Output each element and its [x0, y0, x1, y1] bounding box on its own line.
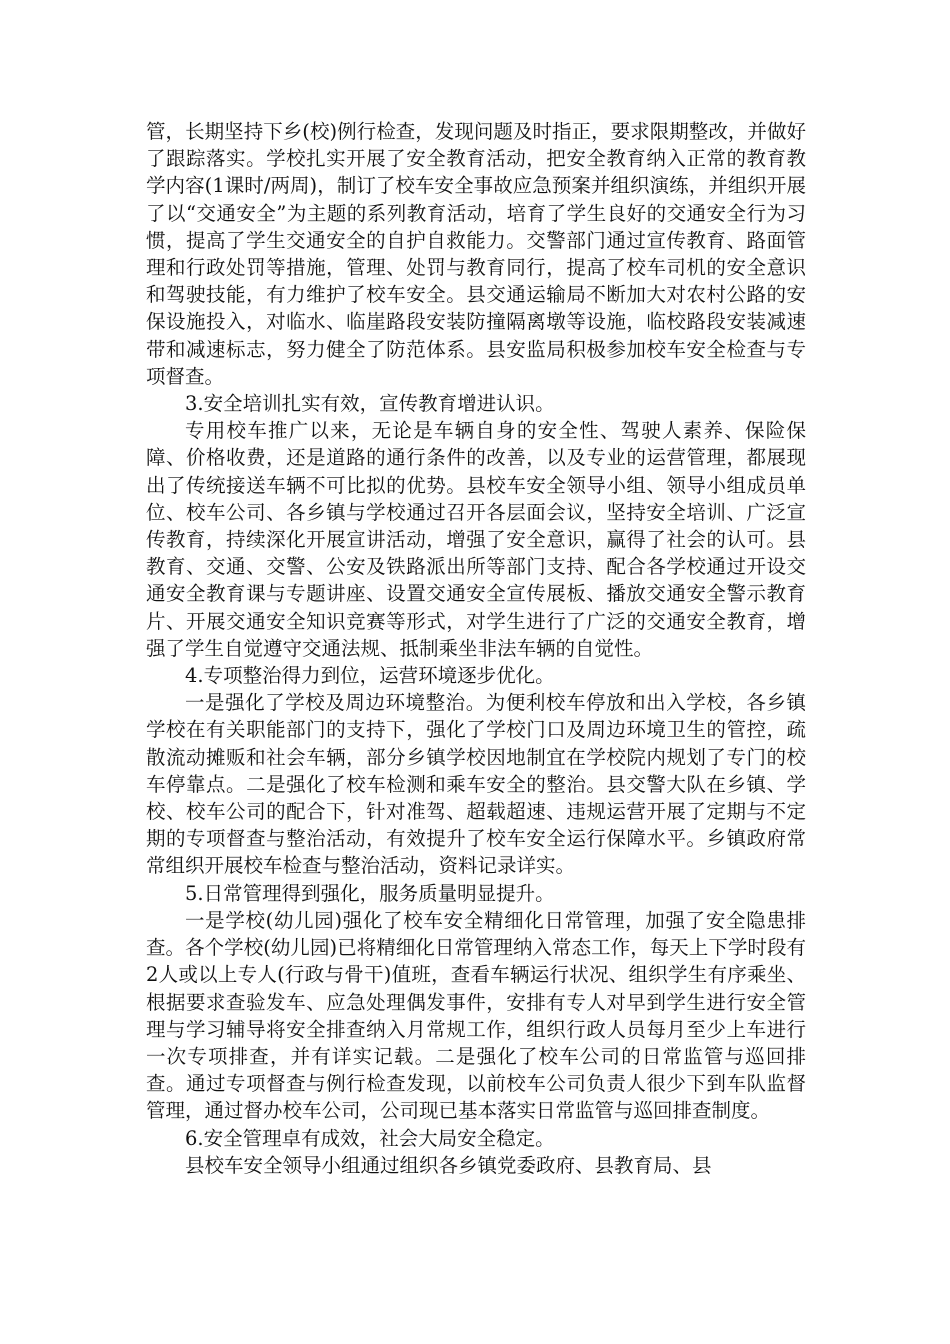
section-heading-6: 6.安全管理卓有成效，社会大局安全稳定。	[185, 1126, 555, 1150]
paragraph-body: 一是学校(幼儿园)强化了校车安全精细化日常管理，加强了安全隐患排查。各个学校(幼儿园)已将精细化日常管理纳入常态工作，每天上下学时段有2人或以上专人(行政与骨干)值班，查看车辆运行状况、组织学生有序乘坐、根据要求查验发车、应急处理偶发事件，安排有专人对早到学生进行安全管理与学习辅导将安全排查纳入月常规工作，组织行政人员每月至少上车进行一次专项排查，并有详实记载。二是强化了校车公司的日常监管与巡回排查。通过专项督查与例行检查发现，以前校车公司负责人很少下到车队监督管理，通过督办校车公司，公司现已基本落实日常监管与巡回排查制度。	[146, 908, 806, 1123]
section-heading-3: 3.安全培训扎实有效，宣传教育增进认识。	[185, 392, 555, 416]
paragraph-body: 县校车安全领导小组通过组织各乡镇党委政府、县教育局、县	[185, 1153, 712, 1177]
paragraph-body: 专用校车推广以来，无论是车辆自身的安全性、驾驶人素养、保险保障、价格收费，还是道路的通行条件的改善，以及专业的运营管理，都展现出了传统接送车辆不可比拟的优势。县校车安全领导小组、领导小组成员单位、校车公司、各乡镇与学校通过召开各层面会议，坚持安全培训、广泛宣传教育，持续深化开展宣讲活动，增强了安全意识，赢得了社会的认可。县教育、交通、交警、公安及铁路派出所等部门支持、配合各学校通过开设交通安全教育课与专题讲座、设置交通安全宣传展板、播放交通安全警示教育片、开展交通安全知识竞赛等形式，对学生进行了广泛的交通安全教育，增强了学生自觉遵守交通法规、抵制乘坐非法车辆的自觉性。	[146, 419, 806, 660]
section-heading-4: 4.专项整治得力到位，运营环境逐步优化。	[185, 664, 555, 688]
document-page	[146, 118, 806, 1179]
paragraph-continuation: 管，长期坚持下乡(校)例行检查，发现问题及时指正，要求限期整改，并做好了跟踪落实。学校扎实开展了安全教育活动，把安全教育纳入正常的教育教学内容(1课时/两周)，制订了校车安全事故应急预案并组织演练，并组织开展了以“交通安全”为主题的系列教育活动，培育了学生良好的交通安全行为习惯，提高了学生交通安全的自护自救能力。交警部门通过宣传教育、路面管理和行政处罚等措施，管理、处罚与教育同行，提高了校车司机的安全意识和驾驶技能，有力维护了校车安全。县交通运输局不断加大对农村公路的安保设施投入，对临水、临崖路段安装防撞隔离墩等设施，临校路段安装减速带和减速标志，努力健全了防范体系。县安监局积极参加校车安全检查与专项督查。	[146, 120, 806, 388]
section-heading-5: 5.日常管理得到强化，服务质量明显提升。	[185, 881, 555, 905]
paragraph-body: 一是强化了学校及周边环境整治。为便利校车停放和出入学校，各乡镇学校在有关职能部门的支持下，强化了学校门口及周边环境卫生的管控，疏散流动摊贩和社会车辆，部分乡镇学校因地制宜在学校院内规划了专门的校车停靠点。二是强化了校车检测和乘车安全的整治。县交警大队在乡镇、学校、校车公司的配合下，针对准驾、超载超速、违规运营开展了定期与不定期的专项督查与整治活动，有效提升了校车安全运行保障水平。乡镇政府常常组织开展校车检查与整治活动，资料记录详实。	[146, 691, 806, 878]
